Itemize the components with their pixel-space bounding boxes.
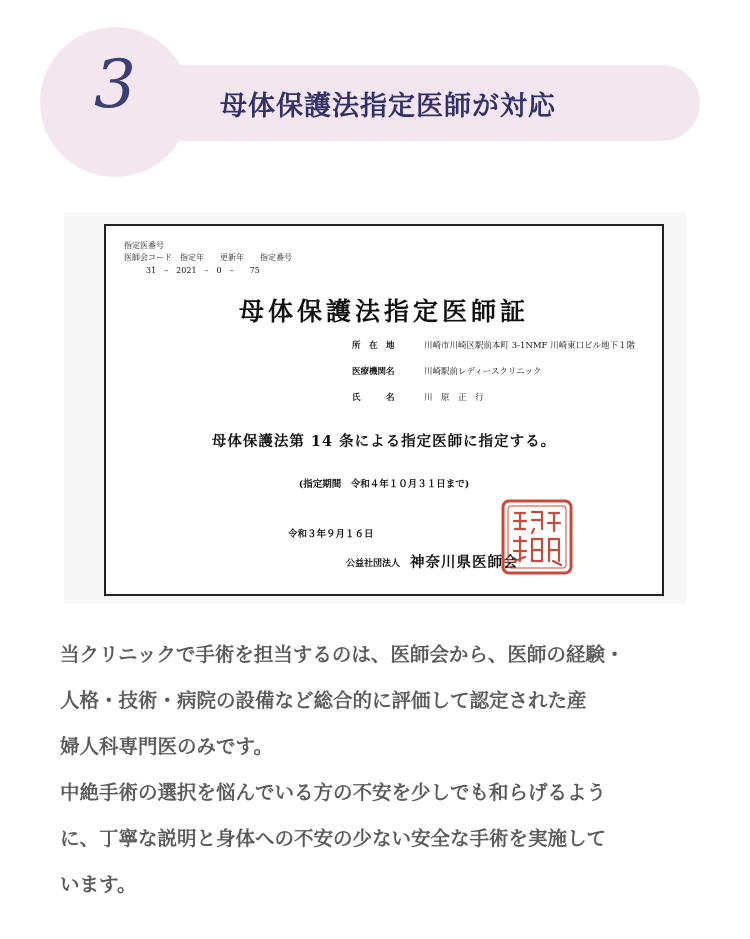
cert-period: (指定期間 令和４年１０月３１日まで) (298, 479, 470, 490)
section-title: 母体保護法指定医師が対応 (220, 91, 556, 122)
cert-meta-line3: 31 – 2021 – 0 – 75 (146, 266, 260, 275)
description-line: に、丁寧な説明と身体への不安の少ない安全な手術を実施して (60, 827, 607, 850)
cert-issuer: 神奈川県医師会 (410, 554, 519, 571)
description-line: 中絶手術の選択を悩んでいる方の不安を少しでも和らげるよう (60, 781, 607, 804)
official-seal-icon (501, 499, 573, 575)
description-line: 当クリニックで手術を担当するのは、医師会から、医師の経験・ (60, 643, 625, 666)
description-line: 人格・技術・病院の設備など総合的に評価して認定された産 (60, 689, 587, 712)
cert-address-label: 所 在 地 (352, 341, 395, 351)
cert-meta-line1: 指定医番号 (124, 241, 164, 250)
cert-address-value: 川崎市川崎区駅前本町 3-1NMF 川崎東口ビル地下１階 (424, 341, 636, 351)
cert-meta-line2: 医師会コード 指定年 更新年 指定番号 (124, 253, 292, 262)
cert-statement: 母体保護法第 14 条による指定医師に指定する。 (211, 433, 557, 450)
certificate (104, 224, 664, 596)
cert-name-label: 氏 名 (352, 393, 395, 403)
cert-name-value: 川 原 正 行 (424, 393, 484, 403)
cert-issuer-prefix: 公益社団法人 (346, 559, 401, 569)
description-line: 婦人科専門医のみです。 (60, 735, 273, 758)
cert-title: 母体保護法指定医師証 (238, 297, 529, 326)
cert-institution-value: 川崎駅前レディースクリニック (424, 367, 542, 377)
cert-institution-label: 医療機関名 (352, 367, 395, 377)
description-text (60, 632, 710, 908)
cert-date: 令和３年９月１６日 (288, 529, 374, 540)
description-line: います。 (60, 873, 137, 896)
section-number: 3 (94, 46, 136, 123)
